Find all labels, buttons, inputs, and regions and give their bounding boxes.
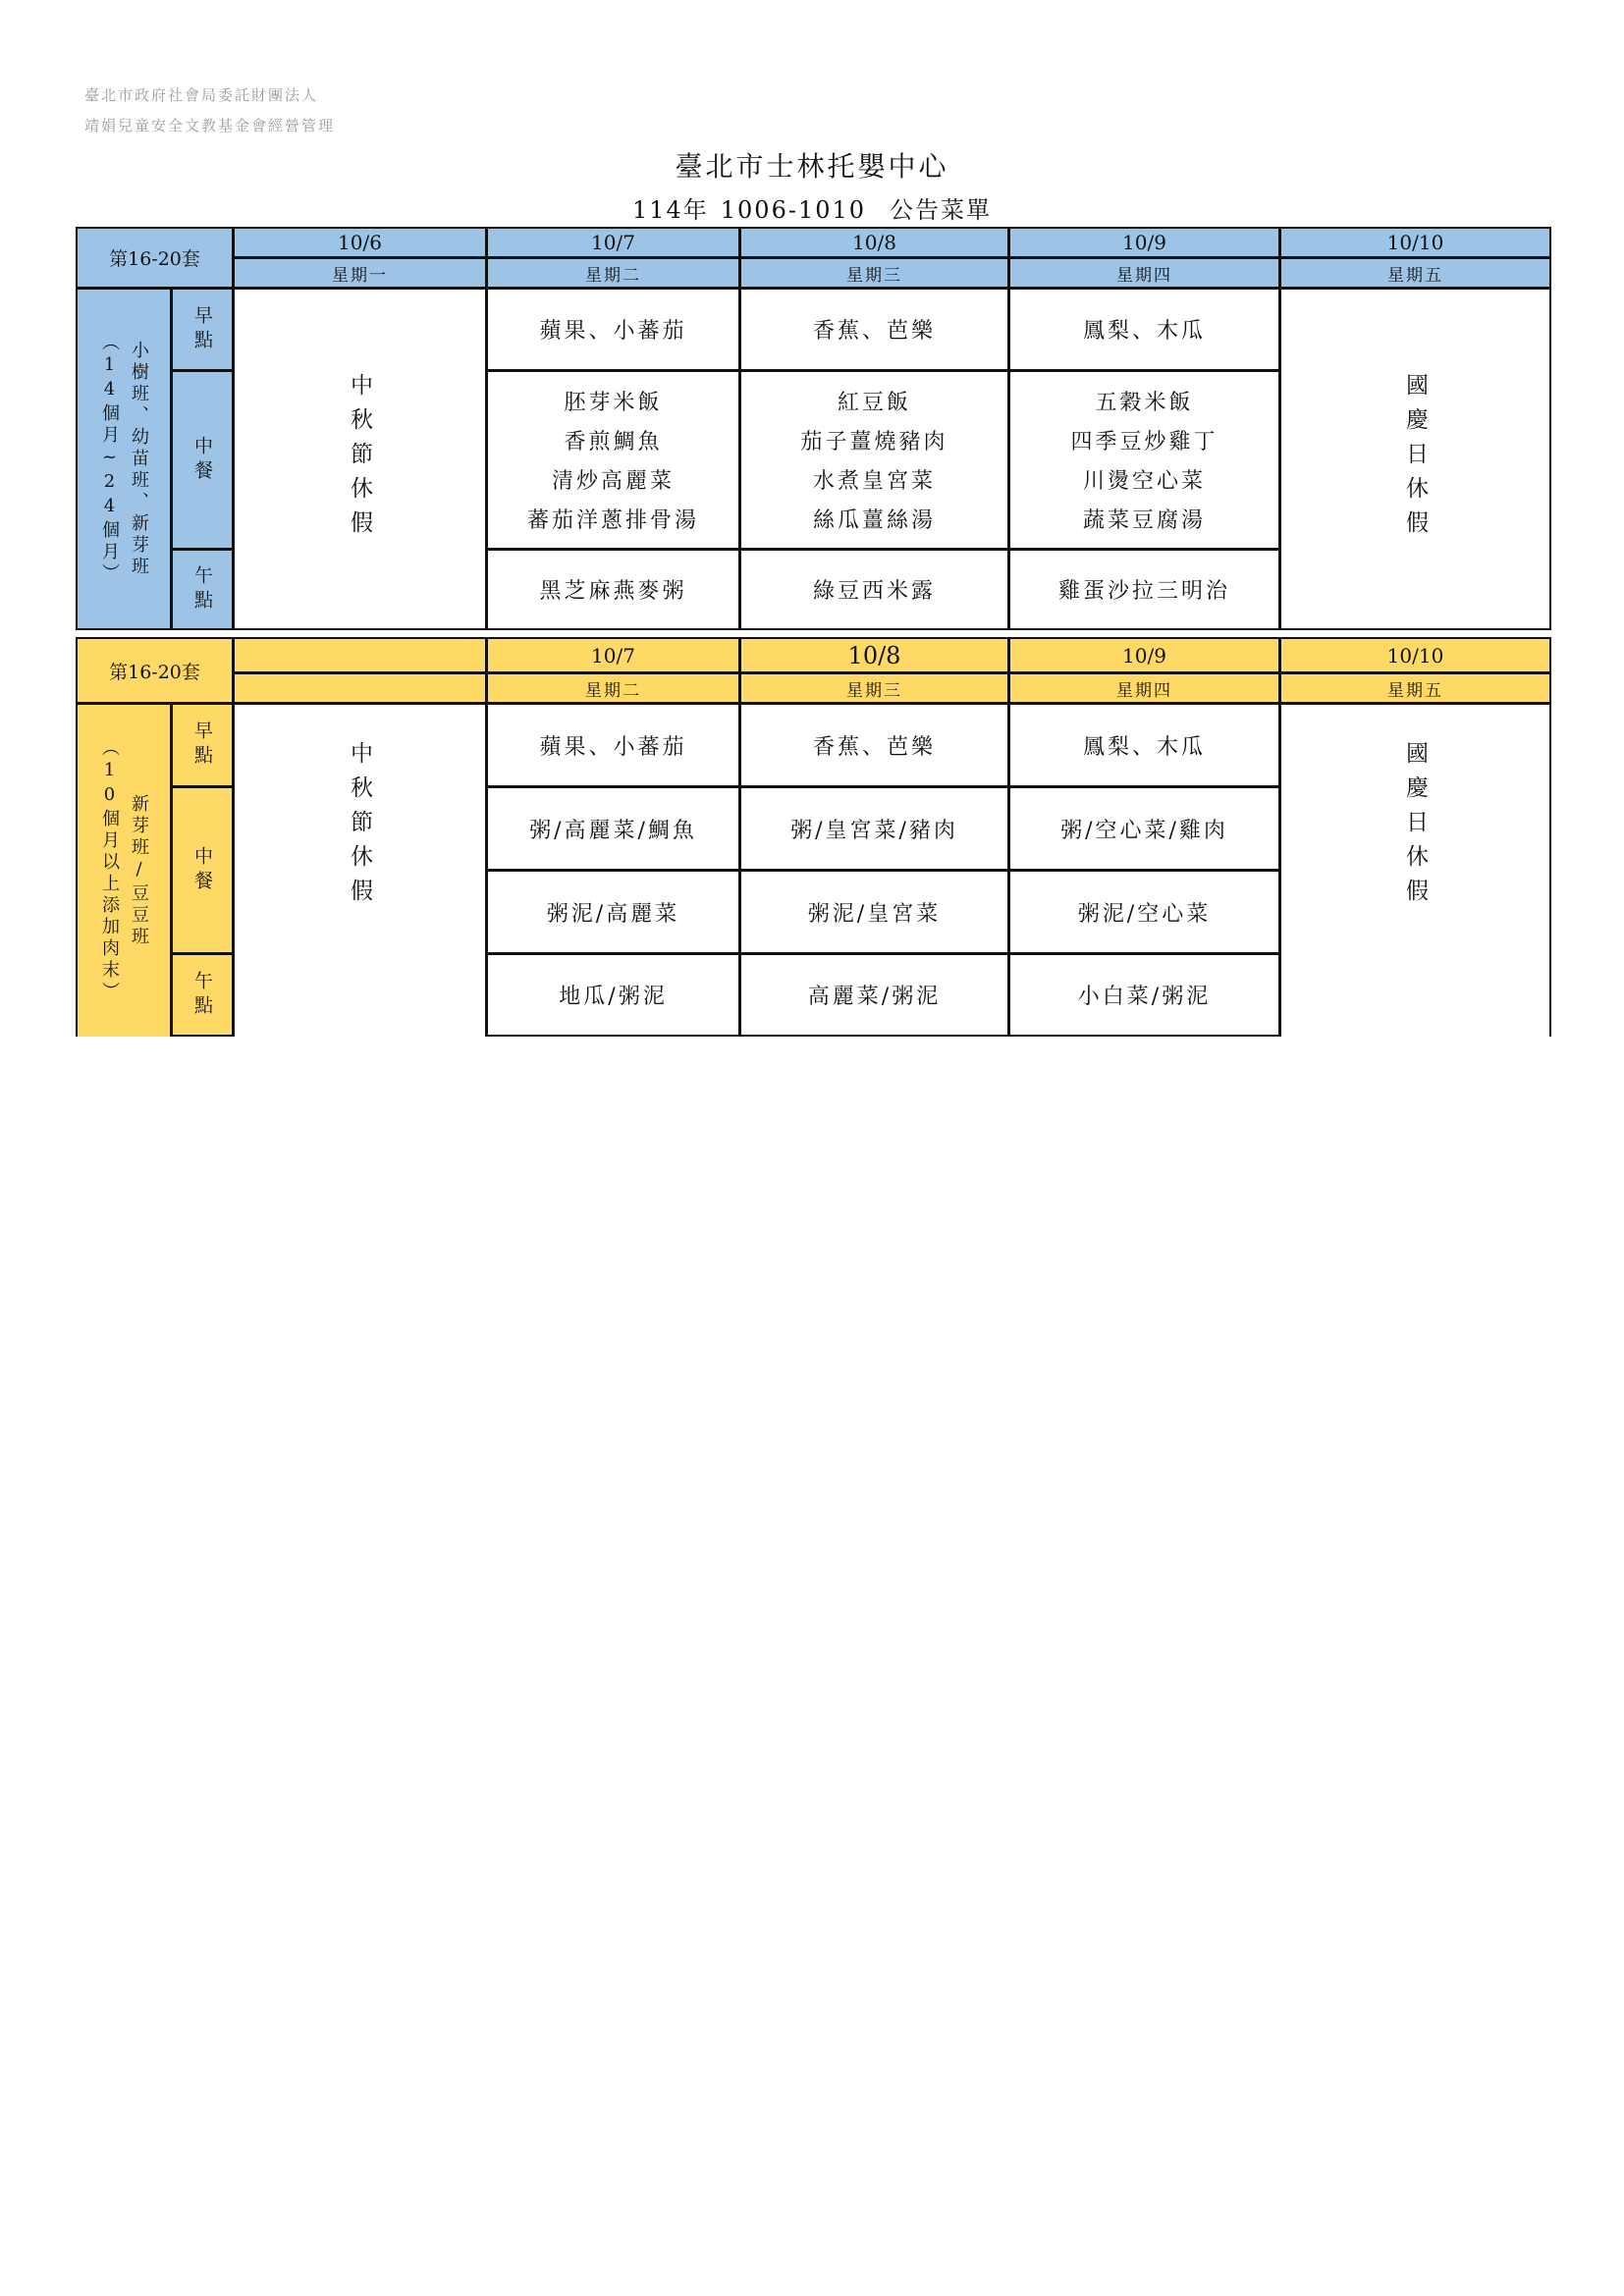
lunch-tue-2: 香煎鯛魚 [564, 430, 663, 455]
meal-label-snack: 午點 [171, 953, 234, 1037]
lunch-thu-4: 蔬菜豆腐湯 [1082, 507, 1206, 533]
date-mon: 10/6 [233, 227, 487, 258]
holiday-fri [1279, 288, 1551, 630]
menu-table-a [77, 228, 1551, 630]
lunch2-wed: 粥泥/皇宮菜 [739, 870, 1009, 954]
page-title: 臺北市士林托嬰中心 [675, 150, 949, 183]
date-thu: 10/9 [1008, 227, 1280, 258]
weekday-thu: 星期四 [1008, 672, 1280, 704]
snack-wed: 綠豆西米露 [739, 549, 1009, 630]
date-mon [233, 637, 487, 673]
set-label: 第16-20套 [76, 637, 234, 704]
weekday-mon: 星期一 [233, 257, 487, 289]
lunch2-thu: 粥泥/空心菜 [1008, 870, 1280, 954]
lunch-wed-4: 絲瓜薑絲湯 [812, 507, 936, 533]
date-fri: 10/10 [1279, 637, 1551, 673]
date-tue: 10/7 [486, 637, 740, 673]
holiday-mon-text: 中秋節休假 [347, 740, 372, 913]
lunch-wed-1: 紅豆飯 [837, 391, 911, 416]
subtitle-range: 1006-1010 [720, 196, 867, 224]
org-line-1: 臺北市政府社會局委託財團法人 [84, 86, 319, 104]
lunch-tue-3: 清炒高麗菜 [551, 468, 675, 494]
group-classes: 小樹班、幼苗班、新芽班 [129, 340, 149, 578]
holiday-fri [1279, 703, 1551, 1037]
lunch-thu-1: 五穀米飯 [1095, 391, 1194, 416]
lunch-tue-1: 胚芽米飯 [564, 391, 663, 416]
breakfast-thu: 鳳梨、木瓜 [1008, 288, 1280, 371]
breakfast-wed: 香蕉、芭樂 [739, 288, 1009, 371]
date-wed: 10/8 [739, 227, 1009, 258]
meal-label-breakfast: 早點 [171, 288, 234, 371]
meal-label-breakfast: 早點 [171, 703, 234, 787]
lunch-wed-2: 茄子薑燒豬肉 [800, 430, 948, 455]
group-age: （14個月~24個月） [99, 333, 120, 585]
lunch1-wed: 粥/皇宮菜/豬肉 [739, 786, 1009, 871]
meal-label-lunch: 中餐 [171, 786, 234, 954]
meal-label-snack: 午點 [171, 549, 234, 630]
date-tue: 10/7 [486, 227, 740, 258]
snack-thu: 小白菜/粥泥 [1008, 953, 1280, 1037]
lunch-thu-3: 川燙空心菜 [1082, 468, 1206, 494]
age-group-cell [76, 703, 172, 1037]
holiday-mon-text: 中秋節休假 [347, 373, 372, 545]
subtitle-label: 公告菜單 [890, 196, 993, 224]
snack-thu: 雞蛋沙拉三明治 [1008, 549, 1280, 630]
snack-tue: 黑芝麻燕麥粥 [486, 549, 740, 630]
holiday-fri-text: 國慶日休假 [1402, 373, 1428, 545]
lunch-thu-2: 四季豆炒雞丁 [1070, 430, 1218, 455]
lunch-wed [739, 370, 1009, 550]
weekday-tue: 星期二 [486, 672, 740, 704]
weekday-thu: 星期四 [1008, 257, 1280, 289]
weekday-mon [233, 672, 487, 704]
holiday-fri-text: 國慶日休假 [1402, 740, 1428, 913]
age-group-cell [76, 288, 172, 630]
lunch1-thu: 粥/空心菜/雞肉 [1008, 786, 1280, 871]
group-classes: 新芽班/豆豆班 [129, 793, 149, 948]
breakfast-tue: 蘋果、小蕃茄 [486, 288, 740, 371]
snack-wed: 高麗菜/粥泥 [739, 953, 1009, 1037]
snack-tue: 地瓜/粥泥 [486, 953, 740, 1037]
menu-table-b [77, 638, 1551, 1037]
subtitle-year: 114年 [631, 196, 709, 224]
lunch-thu [1008, 370, 1280, 550]
weekday-wed: 星期三 [739, 672, 1009, 704]
date-thu: 10/9 [1008, 637, 1280, 673]
weekday-wed: 星期三 [739, 257, 1009, 289]
weekday-fri: 星期五 [1279, 257, 1551, 289]
set-label: 第16-20套 [76, 227, 234, 289]
holiday-mon [233, 288, 487, 630]
breakfast-wed: 香蕉、芭樂 [739, 703, 1009, 787]
lunch-tue-4: 蕃茄洋蔥排骨湯 [526, 507, 699, 533]
breakfast-thu: 鳳梨、木瓜 [1008, 703, 1280, 787]
weekday-fri: 星期五 [1279, 672, 1551, 704]
meal-label-lunch: 中餐 [171, 370, 234, 550]
holiday-mon [233, 703, 487, 1037]
lunch-tue [486, 370, 740, 550]
lunch2-tue: 粥泥/高麗菜 [486, 870, 740, 954]
group-age: （10個月以上添加肉末） [99, 738, 120, 1003]
breakfast-tue: 蘋果、小蕃茄 [486, 703, 740, 787]
page-subtitle [0, 190, 1624, 225]
date-fri: 10/10 [1279, 227, 1551, 258]
weekday-tue: 星期二 [486, 257, 740, 289]
org-line-2: 靖娟兒童安全文教基金會經營管理 [84, 117, 336, 134]
lunch-wed-3: 水煮皇宮菜 [812, 468, 936, 494]
lunch1-tue: 粥/高麗菜/鯛魚 [486, 786, 740, 871]
date-wed: 10/8 [739, 637, 1009, 673]
